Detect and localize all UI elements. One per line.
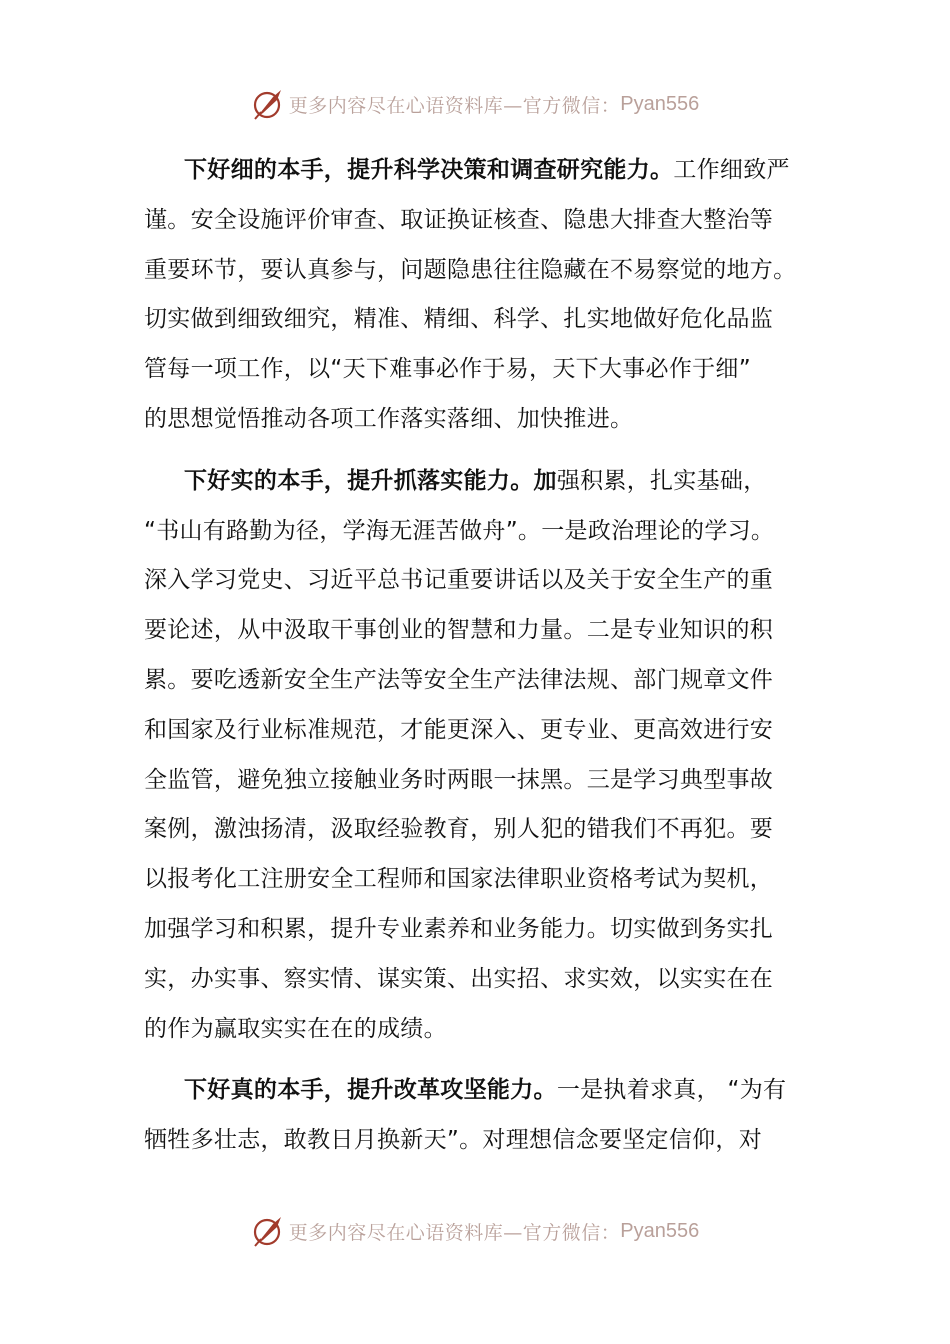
paragraph-text: 深入学习党史、习近平总书记重要讲话以及关于安全生产的重 bbox=[144, 567, 774, 594]
paragraph-text: 工作细致严 bbox=[673, 157, 790, 183]
text-line bbox=[144, 656, 808, 706]
paragraph-text: 切实做到细致细究，精准、精细、科学、扎实地做好危化品监 bbox=[144, 306, 774, 333]
paragraph-heading: 下好细的本手，提升科学决策和调查研究能力。 bbox=[184, 157, 674, 183]
paragraph-text: 的思想觉悟推动各项工作落实落细、加快推进。 bbox=[144, 405, 634, 432]
text-line bbox=[144, 146, 808, 196]
quill-logo-icon bbox=[251, 87, 285, 121]
watermark-wechat-id: Pyan556 bbox=[620, 92, 700, 115]
text-line bbox=[144, 855, 808, 905]
paragraph-text: 管每一项工作，以“天下难事必作于易，天下大事必作于细” bbox=[144, 356, 751, 383]
paragraph-text: 的作为赢取实实在在的成绩。 bbox=[144, 1015, 447, 1042]
text-line bbox=[144, 706, 808, 756]
paragraph-text: 要论述，从中汲取干事创业的智慧和力量。二是专业知识的积 bbox=[144, 617, 774, 644]
paragraph-text: 实，办实事、察实情、谋实策、出实招、求实效，以实实在在 bbox=[144, 965, 774, 992]
paragraph-text: 谨。安全设施评价审查、取证换证核查、隐患大排查大整治等 bbox=[144, 206, 774, 233]
paragraph bbox=[144, 457, 808, 1055]
footer-watermark bbox=[0, 1211, 950, 1251]
text-line bbox=[144, 246, 808, 296]
text-line bbox=[144, 1066, 808, 1116]
watermark-text: 更多内容尽在心语资料库—官方微信： bbox=[288, 1221, 621, 1244]
watermark-wechat-id: Pyan556 bbox=[620, 1219, 700, 1242]
paragraph-text: 一是执着求真， “为有 bbox=[556, 1077, 787, 1104]
text-line bbox=[144, 196, 808, 246]
text-line bbox=[144, 457, 808, 507]
paragraph bbox=[144, 146, 808, 445]
text-line bbox=[144, 507, 808, 557]
paragraph-text: 牺牲多壮志，敢教日月换新天”。对理想信念要坚定信仰，对 bbox=[144, 1127, 763, 1154]
text-line bbox=[144, 805, 808, 855]
paragraph-text: 累。要吃透新安全生产法等安全生产法律法规、部门规章文件 bbox=[144, 666, 774, 693]
paragraph-text: 案例，激浊扬清，汲取经验教育，别人犯的错我们不再犯。要 bbox=[144, 816, 774, 843]
paragraph-text: 和国家及行业标准规范，才能更深入、更专业、更高效进行安 bbox=[144, 716, 774, 743]
text-line bbox=[144, 955, 808, 1005]
watermark-text: 更多内容尽在心语资料库—官方微信： bbox=[288, 94, 621, 117]
paragraph-text: 重要环节，要认真参与，问题隐患往往隐藏在不易察觉的地方。 bbox=[144, 256, 797, 283]
paragraph-text: 加强学习和积累，提升专业素养和业务能力。切实做到务实扎 bbox=[144, 915, 774, 942]
paragraph-text: 以报考化工注册安全工程师和国家法律职业资格考试为契机， bbox=[144, 866, 774, 893]
document-body bbox=[144, 146, 808, 1178]
text-line bbox=[144, 395, 808, 445]
text-line bbox=[144, 905, 808, 955]
quill-logo-icon bbox=[251, 1214, 285, 1248]
header-watermark bbox=[0, 84, 950, 124]
paragraph-heading: 下好真的本手，提升改革攻坚能力。 bbox=[184, 1077, 557, 1104]
text-line bbox=[144, 345, 808, 395]
paragraph-text: 强积累，扎实基础， bbox=[556, 467, 767, 494]
text-line bbox=[144, 606, 808, 656]
text-line bbox=[144, 1005, 808, 1055]
paragraph bbox=[144, 1066, 808, 1166]
text-line bbox=[144, 756, 808, 806]
paragraph-text: 全监管，避免独立接触业务时两眼一抹黑。三是学习典型事故 bbox=[144, 766, 774, 793]
paragraph-heading: 下好实的本手，提升抓落实能力。加 bbox=[184, 467, 557, 494]
paragraph-text: “书山有路勤为径，学海无涯苦做舟”。一是政治理论的学习。 bbox=[144, 517, 775, 544]
text-line bbox=[144, 556, 808, 606]
text-line bbox=[144, 295, 808, 345]
text-line bbox=[144, 1116, 808, 1166]
